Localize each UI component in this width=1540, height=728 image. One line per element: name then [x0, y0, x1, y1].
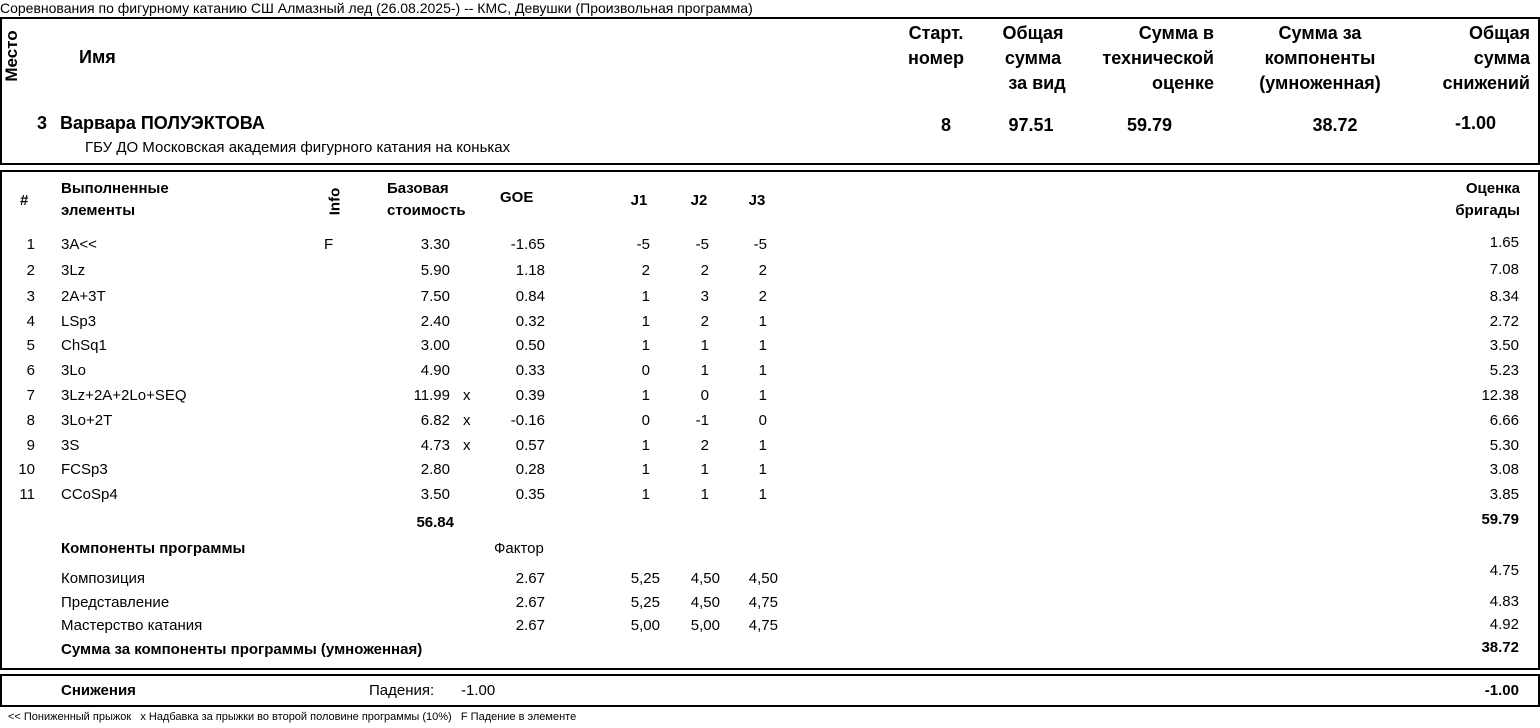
element-j1: 0	[641, 362, 650, 379]
element-j3: 1	[758, 461, 767, 478]
element-j1: 0	[641, 412, 650, 429]
skater-tes: 59.79	[1126, 115, 1172, 135]
element-code: CCoSp4	[61, 486, 118, 503]
element-j2: 1	[700, 486, 709, 503]
pcs-label-line: (умноженная)	[1259, 73, 1381, 93]
ded-label-line: снижений	[1442, 73, 1530, 93]
elements-base-total: 56.84	[416, 514, 454, 531]
skater-club: ГБУ ДО Московская академия фигурного катания на коньках	[85, 139, 511, 156]
element-j1: 2	[641, 262, 650, 279]
element-number: 2	[26, 262, 35, 279]
element-j2: 0	[700, 387, 709, 404]
element-j2: 2	[700, 313, 709, 330]
element-base-value: 4.90	[420, 362, 450, 379]
element-j1: -5	[636, 236, 650, 253]
element-base-value: 3.00	[420, 337, 450, 354]
name-label: Имя	[79, 47, 116, 67]
component-name: Мастерство катания	[61, 617, 203, 634]
tes-label-line: оценке	[1152, 73, 1214, 93]
place-label: Место	[2, 30, 21, 82]
element-base-value: 2.80	[420, 461, 450, 478]
element-j3: 1	[758, 486, 767, 503]
element-j2: 1	[700, 461, 709, 478]
tes-label	[1084, 21, 1214, 96]
element-base-value: 3.50	[420, 486, 450, 503]
element-code: 2A+3T	[61, 288, 106, 305]
components-total-label: Сумма за компоненты программы (умноженная)	[61, 641, 423, 658]
j2-header: J2	[690, 192, 708, 209]
element-j1: 1	[641, 387, 650, 404]
element-number: 1	[26, 236, 35, 253]
component-j3: 4,75	[748, 617, 778, 634]
elements-score-total: 59.79	[1481, 511, 1519, 528]
skater-deductions: -1.00	[1454, 113, 1496, 133]
element-base-value: 2.40	[420, 313, 450, 330]
skater-pcs: 38.72	[1312, 115, 1358, 135]
element-goe: 0.50	[515, 337, 545, 354]
element-code: ChSq1	[61, 337, 107, 354]
element-bonus-mark: x	[463, 387, 471, 404]
element-number: 10	[18, 461, 35, 478]
base-value-header	[387, 178, 466, 222]
element-j1: 1	[641, 486, 650, 503]
deductions-box	[0, 674, 1540, 707]
element-panel-score: 2.72	[1489, 313, 1519, 330]
page-title: Соревнования по фигурному катанию СШ Алмазный лед (26.08.2025-) -- КМС, Девушки (Произвольная программа)	[0, 0, 753, 16]
pcs-label-line: компоненты	[1264, 48, 1376, 68]
component-name: Композиция	[61, 570, 146, 587]
start-label-line: номер	[908, 48, 964, 68]
element-base-value: 4.73	[420, 437, 450, 454]
element-j2: -1	[695, 412, 709, 429]
element-code: 3Lo	[61, 362, 87, 379]
element-goe: 0.33	[515, 362, 545, 379]
info-header-text: Info	[326, 187, 344, 216]
element-j3: 2	[758, 288, 767, 305]
component-j1: 5,25	[630, 570, 660, 587]
j3-header: J3	[748, 192, 766, 209]
start-label-line: Старт.	[908, 23, 964, 43]
element-base-value: 5.90	[420, 262, 450, 279]
pcs-label	[1250, 21, 1390, 96]
element-j3: 1	[758, 387, 767, 404]
element-panel-score: 7.08	[1489, 261, 1519, 278]
element-j3: 1	[758, 337, 767, 354]
element-j1: 1	[641, 288, 650, 305]
element-code: LSp3	[61, 313, 97, 330]
element-j2: -5	[695, 236, 709, 253]
component-score: 4.75	[1489, 562, 1519, 579]
base-header-line: Базовая	[387, 180, 449, 197]
element-j1: 1	[641, 337, 650, 354]
element-goe: 1.18	[515, 262, 545, 279]
start-number-label	[886, 21, 986, 71]
skater-total: 97.51	[1008, 115, 1054, 135]
component-j3: 4,75	[748, 594, 778, 611]
skater-place: 3	[37, 113, 48, 133]
element-j2: 1	[700, 362, 709, 379]
total-score-label	[988, 21, 1078, 96]
tes-label-line: технической	[1102, 48, 1214, 68]
elements-header-line: элементы	[61, 202, 136, 219]
element-bonus-mark: x	[463, 437, 471, 454]
element-base-value: 6.82	[420, 412, 450, 429]
element-number: 6	[26, 362, 35, 379]
element-panel-score: 3.08	[1489, 461, 1519, 478]
element-code: 3Lz+2A+2Lo+SEQ	[61, 387, 187, 404]
total-label-line: Общая	[1002, 23, 1064, 43]
component-name: Представление	[61, 594, 170, 611]
skater-start-number: 8	[940, 115, 951, 135]
element-goe: 0.57	[515, 437, 545, 454]
element-panel-score: 3.85	[1489, 486, 1519, 503]
element-number: 3	[26, 288, 35, 305]
element-goe: 0.39	[515, 387, 545, 404]
legend: << Пониженный прыжок x Надбавка за прыжки во второй половине программы (10%) F Падение в элементе	[8, 711, 577, 723]
pcs-label-line: Сумма за	[1278, 23, 1362, 43]
base-header-line: стоимость	[387, 202, 466, 219]
element-panel-score: 8.34	[1489, 288, 1519, 305]
element-j3: 2	[758, 262, 767, 279]
component-factor: 2.67	[515, 594, 545, 611]
elements-num-header: #	[20, 192, 29, 209]
element-j3: 0	[758, 412, 767, 429]
element-goe: 0.84	[515, 288, 545, 305]
element-bonus-mark: x	[463, 412, 471, 429]
element-goe: -0.16	[510, 412, 545, 429]
component-factor: 2.67	[515, 617, 545, 634]
element-code: 3Lo+2T	[61, 412, 113, 429]
deductions-title: Снижения	[61, 682, 136, 699]
component-score: 4.83	[1489, 593, 1519, 610]
total-label-line: сумма	[1004, 48, 1062, 68]
ded-label-line: Общая	[1468, 23, 1530, 43]
element-number: 8	[26, 412, 35, 429]
component-j1: 5,00	[630, 617, 660, 634]
element-panel-score: 3.50	[1489, 337, 1519, 354]
falls-label: Падения:	[369, 682, 435, 699]
elements-header-line: Выполненные	[61, 180, 169, 197]
skater-name: Варвара ПОЛУЭКТОВА	[60, 113, 265, 133]
element-code: 3A<<	[61, 236, 97, 253]
element-j2: 2	[700, 262, 709, 279]
element-goe: 0.32	[515, 313, 545, 330]
element-number: 7	[26, 387, 35, 404]
element-base-value: 7.50	[420, 288, 450, 305]
element-panel-score: 1.65	[1489, 234, 1519, 251]
element-j3: 1	[758, 437, 767, 454]
element-code: FCSp3	[61, 461, 108, 478]
component-score: 4.92	[1489, 616, 1519, 633]
element-goe: 0.28	[515, 461, 545, 478]
element-base-value: 11.99	[413, 387, 450, 404]
deductions-total: -1.00	[1484, 682, 1519, 699]
info-header	[325, 185, 349, 215]
component-j2: 4,50	[690, 594, 720, 611]
element-j1: 1	[641, 461, 650, 478]
element-j3: 1	[758, 362, 767, 379]
total-label-line: за вид	[1008, 73, 1066, 93]
element-goe: 0.35	[515, 486, 545, 503]
factor-label: Фактор	[494, 540, 544, 557]
element-j3: 1	[758, 313, 767, 330]
falls-value: -1.00	[461, 682, 496, 699]
element-j3: -5	[753, 236, 767, 253]
element-number: 9	[26, 437, 35, 454]
element-number: 5	[26, 337, 35, 354]
element-number: 11	[19, 486, 35, 503]
component-j2: 5,00	[690, 617, 720, 634]
component-j3: 4,50	[748, 570, 778, 587]
panel-header-line: бригады	[1455, 202, 1520, 219]
element-number: 4	[26, 313, 35, 330]
element-code: 3S	[61, 437, 80, 454]
j1-header: J1	[630, 192, 648, 209]
element-panel-score: 5.23	[1489, 362, 1519, 379]
elements-name-header	[61, 178, 169, 222]
element-base-value: 3.30	[420, 236, 450, 253]
element-j2: 1	[700, 337, 709, 354]
element-goe: -1.65	[510, 236, 545, 253]
element-j1: 1	[641, 313, 650, 330]
component-j1: 5,25	[630, 594, 660, 611]
element-info: F	[324, 236, 334, 253]
element-j2: 3	[700, 288, 709, 305]
component-j2: 4,50	[690, 570, 720, 587]
goe-header: GOE	[500, 189, 534, 206]
element-j2: 2	[700, 437, 709, 454]
element-code: 3Lz	[61, 262, 86, 279]
ded-label-line: сумма	[1473, 48, 1530, 68]
components-total: 38.72	[1481, 639, 1519, 656]
panel-score-header	[1420, 178, 1520, 222]
element-panel-score: 5.30	[1489, 437, 1519, 454]
deductions-label	[1420, 21, 1530, 96]
element-j1: 1	[641, 437, 650, 454]
element-panel-score: 12.38	[1481, 387, 1519, 404]
panel-header-line: Оценка	[1465, 180, 1520, 197]
element-panel-score: 6.66	[1489, 412, 1519, 429]
tes-label-line: Сумма в	[1138, 23, 1214, 43]
components-label: Компоненты программы	[61, 540, 246, 557]
component-factor: 2.67	[515, 570, 545, 587]
